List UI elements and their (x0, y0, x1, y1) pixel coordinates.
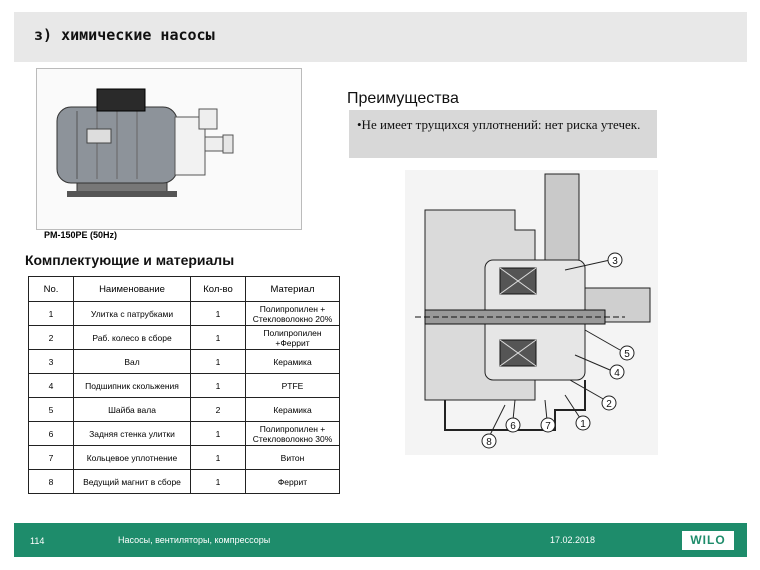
advantages-box (349, 110, 657, 158)
callout-label: 4 (614, 368, 620, 379)
cross-section-drawing (405, 170, 658, 455)
cell-no: 6 (29, 422, 74, 446)
cell-qty: 1 (191, 326, 246, 350)
cell-no: 3 (29, 350, 74, 374)
callout-label: 7 (545, 421, 551, 432)
cell-name: Ведущий магнит в сборе (74, 470, 191, 494)
cell-name: Раб. колесо в сборе (74, 326, 191, 350)
callout-label: 6 (510, 421, 516, 432)
cell-no: 7 (29, 446, 74, 470)
cell-material: Полипропилен +Феррит (246, 326, 340, 350)
table-row (29, 470, 340, 494)
cell-qty: 1 (191, 446, 246, 470)
callout-label: 8 (486, 437, 492, 448)
table-row (29, 446, 340, 470)
cell-material: Полипропилен + Стекловолокно 20% (246, 302, 340, 326)
cell-material: Керамика (246, 398, 340, 422)
column-header: No. (29, 277, 74, 302)
table-row (29, 422, 340, 446)
cell-qty: 2 (191, 398, 246, 422)
table-row (29, 350, 340, 374)
cell-name: Вал (74, 350, 191, 374)
page-title: з) химические насосы (34, 26, 215, 44)
advantages-text: •Не имеет трущихся уплотнений: нет риска утечек. (357, 117, 641, 132)
cell-material: Феррит (246, 470, 340, 494)
callout-label: 3 (612, 256, 618, 267)
footer-bar (14, 523, 747, 557)
table-row (29, 398, 340, 422)
cell-no: 2 (29, 326, 74, 350)
callout-label: 5 (624, 349, 630, 360)
cell-qty: 1 (191, 350, 246, 374)
cell-material: Керамика (246, 350, 340, 374)
table-row (29, 302, 340, 326)
cell-qty: 1 (191, 470, 246, 494)
cell-material: Полипропилен + Стекловолокно 30% (246, 422, 340, 446)
cell-no: 4 (29, 374, 74, 398)
wilo-logo: WILO (682, 531, 734, 550)
column-header: Материал (246, 277, 340, 302)
pump-cross-section-diagram (405, 170, 658, 455)
cell-name: Шайба вала (74, 398, 191, 422)
pump-illustration (37, 69, 301, 229)
footer-subtitle: Насосы, вентиляторы, компрессоры (118, 535, 271, 545)
components-table (28, 276, 340, 494)
cell-name: Задняя стенка улитки (74, 422, 191, 446)
cell-name: Улитка с патрубками (74, 302, 191, 326)
table-header-row (29, 277, 340, 302)
cell-material: PTFE (246, 374, 340, 398)
components-title: Комплектующие и материалы (25, 252, 235, 268)
photo-caption: PM-150PE (50Hz) (44, 230, 118, 240)
cell-name: Кольцевое уплотнение (74, 446, 191, 470)
cell-no: 1 (29, 302, 74, 326)
callout-label: 1 (580, 419, 586, 430)
cell-material: Витон (246, 446, 340, 470)
pump-photo (36, 68, 302, 230)
footer-date: 17.02.2018 (550, 535, 596, 545)
callout-label: 2 (606, 399, 612, 410)
advantages-title: Преимущества (347, 90, 459, 107)
cell-name: Подшипник скольжения (74, 374, 191, 398)
table-row (29, 326, 340, 350)
cell-no: 5 (29, 398, 74, 422)
cell-qty: 1 (191, 422, 246, 446)
cell-no: 8 (29, 470, 74, 494)
cell-qty: 1 (191, 374, 246, 398)
column-header: Кол-во (191, 277, 246, 302)
title-bar (14, 12, 747, 62)
table-row (29, 374, 340, 398)
column-header: Наименование (74, 277, 191, 302)
cell-qty: 1 (191, 302, 246, 326)
page-number: 114 (30, 536, 45, 546)
